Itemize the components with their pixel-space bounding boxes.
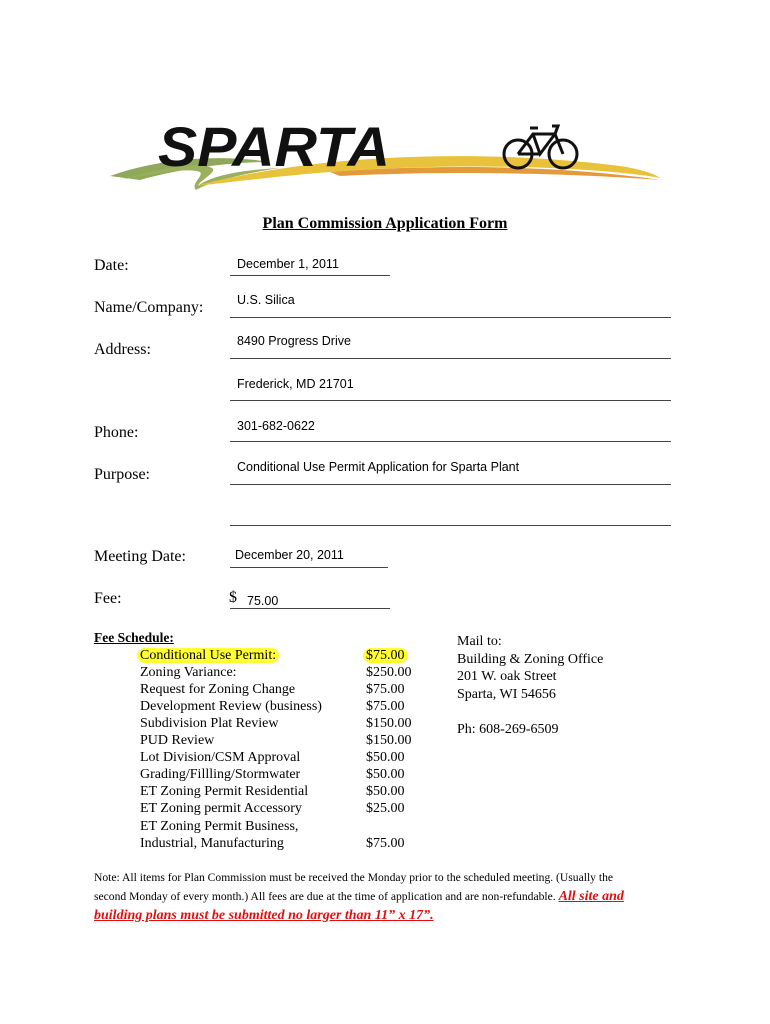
fee-item-label: ET Zoning Permit Residential (140, 784, 309, 799)
mail-line-2: 201 W. oak Street (457, 669, 557, 684)
mail-line-3: Sparta, WI 54656 (457, 687, 556, 702)
fee-item-label: Lot Division/CSM Approval (140, 750, 301, 765)
fee-item-amount: $250.00 (366, 665, 412, 680)
fee-item-label: Development Review (business) (140, 699, 322, 714)
purpose-value[interactable]: Conditional Use Permit Application for Sparta Plant (237, 460, 520, 474)
meeting-date-value[interactable]: December 20, 2011 (235, 548, 344, 562)
note-line-2 (94, 887, 694, 906)
fee-schedule-heading: Fee Schedule: (94, 630, 174, 645)
note-line-2-text: second Monday of every month.) All fees are due at the time of application and are non-refundable. (94, 890, 556, 903)
fee-item-label: Zoning Variance: (140, 665, 237, 680)
fee-item-amount: $150.00 (366, 733, 412, 748)
phone-underline (230, 441, 671, 442)
address-line1-underline (230, 358, 671, 359)
mail-heading: Mail to: (457, 634, 502, 649)
fee-item-amount: $75.00 (366, 836, 405, 851)
fee-item-label: Industrial, Manufacturing (140, 836, 284, 851)
date-label: Date: (94, 257, 129, 274)
date-value[interactable]: December 1, 2011 (237, 257, 339, 271)
meeting-date-underline (230, 567, 388, 568)
mail-phone: Ph: 608-269-6509 (457, 722, 559, 737)
fee-item-label: Request for Zoning Change (140, 682, 296, 697)
fee-item-amount: $50.00 (366, 784, 405, 799)
fee-item-amount-highlighted: $75.00 (363, 648, 408, 663)
fee-label: Fee: (94, 590, 122, 607)
fee-item-amount: $50.00 (366, 767, 405, 782)
date-underline (230, 275, 390, 276)
fee-item-amount: $25.00 (366, 801, 405, 816)
fee-currency: $ (229, 589, 237, 606)
address-line2-underline (230, 400, 671, 401)
logo-text: SPARTA (158, 115, 390, 178)
fee-item-amount: $75.00 (366, 699, 405, 714)
footer-note (94, 868, 694, 925)
note-emphasis-2: building plans must be submitted no larger than 11” x 17”. (94, 908, 434, 923)
purpose-underline-2 (230, 525, 671, 526)
fee-item-label: ET Zoning Permit Business, (140, 819, 299, 834)
fee-item-label: Subdivision Plat Review (140, 716, 279, 731)
phone-label: Phone: (94, 424, 139, 441)
fee-item-label (140, 647, 279, 664)
fee-item-amount: $150.00 (366, 716, 412, 731)
purpose-underline (230, 484, 671, 485)
page-title: Plan Commission Application Form (262, 215, 508, 232)
sparta-logo (100, 96, 680, 206)
fee-item-label: Grading/Fillling/Stormwater (140, 767, 301, 782)
fee-item-label: ET Zoning permit Accessory (140, 801, 302, 816)
fee-item-label: PUD Review (140, 733, 215, 748)
mail-line-1: Building & Zoning Office (457, 652, 604, 667)
fee-item-amount: $75.00 (366, 682, 405, 697)
name-label: Name/Company: (94, 299, 204, 316)
fee-value[interactable]: 75.00 (247, 594, 279, 608)
fee-item-amount: $50.00 (366, 750, 405, 765)
address-line1-value[interactable]: 8490 Progress Drive (237, 334, 351, 348)
phone-value[interactable]: 301-682-0622 (237, 419, 315, 433)
note-emphasis-1: All site and (558, 889, 624, 904)
note-line-1: Note: All items for Plan Commission must be received the Monday prior to the scheduled meeting. (Usually the (94, 871, 614, 884)
fee-item-label-highlighted: Conditional Use Permit: (137, 648, 279, 663)
purpose-label: Purpose: (94, 466, 150, 483)
name-value[interactable]: U.S. Silica (237, 293, 295, 307)
address-label: Address: (94, 341, 151, 358)
meeting-date-label: Meeting Date: (94, 548, 186, 565)
name-underline (230, 317, 671, 318)
fee-item-amount (366, 647, 408, 664)
address-line2-value[interactable]: Frederick, MD 21701 (237, 377, 354, 391)
note-line-3 (94, 906, 694, 925)
fee-underline (230, 608, 390, 609)
